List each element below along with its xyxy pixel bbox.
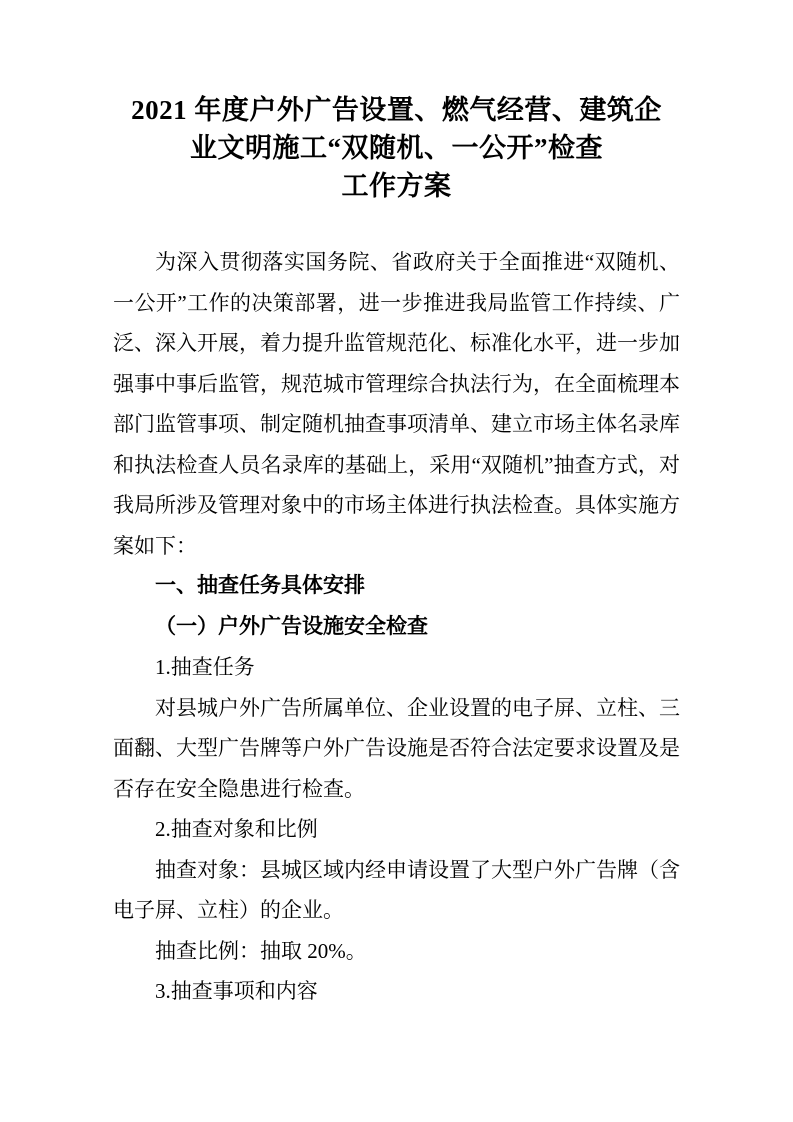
- document-content: [113, 0, 680, 1012]
- paragraph-inspection-ratio: 抽查比例：抽取 20%。: [155, 938, 367, 963]
- document-title-line-1: 2021 年度户外广告设置、燃气经营、建筑企: [131, 95, 662, 125]
- heading-section-1: 一、抽查任务具体安排: [155, 574, 365, 597]
- item-3-items-and-content: 3.抽查事项和内容: [155, 979, 318, 1003]
- document-title-line-2: 业文明施工“双随机、一公开”检查: [190, 133, 603, 163]
- heading-subsection-1: （一）户外广告设施安全检查: [155, 614, 428, 638]
- paragraph-inspection-targets: 抽查对象：县城区域内经申请设置了大型户外广告牌（含电子屏、立柱）的企业。: [113, 857, 680, 922]
- document-title-line-3: 工作方案: [341, 171, 452, 201]
- paragraph-intro: 为深入贯彻落实国务院、省政府关于全面推进“双随机、一公开”工作的决策部署，进一步推进我局监管工作持续、广泛、深入开展，着力提升监管规范化、标准化水平，进一步加强事中事后监管，规范城市管理综合执法行为，在全面梳理本部门监管事项、制定随机抽查事项清单、建立市场主体名录库和执法检查人员名录库的基础上，采用“双随机”抽查方式，对我局所涉及管理对象中的市场主体进行执法检查。具体实施方案如下：: [113, 250, 680, 558]
- document-title: [113, 91, 680, 205]
- item-2-targets-and-ratio: 2.抽查对象和比例: [155, 817, 318, 841]
- document-body: [113, 242, 680, 1012]
- paragraph-task-detail: 对县城户外广告所属单位、企业设置的电子屏、立柱、三面翻、大型广告牌等户外广告设施是否符合法定要求设置及是否存在安全隐患进行检查。: [113, 695, 680, 801]
- item-1-inspection-task: 1.抽查任务: [155, 655, 255, 679]
